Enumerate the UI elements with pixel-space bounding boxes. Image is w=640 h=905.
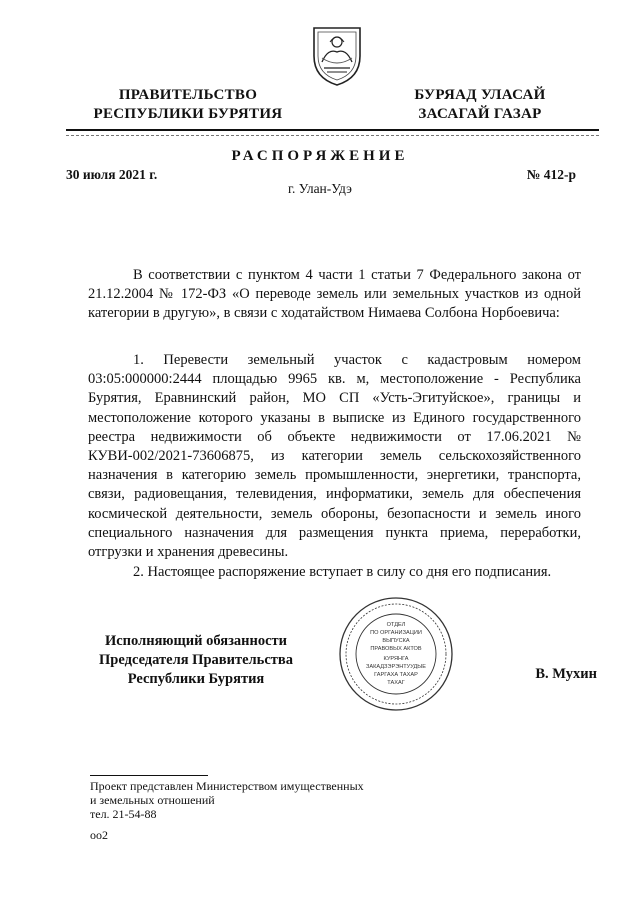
official-stamp [338,596,454,712]
stamp-line2: ПО ОРГАНИЗАЦИИ [370,630,422,636]
paragraph-preamble [88,266,581,324]
header-right-line2: ЗАСАГАЙ ГАЗАР [418,106,542,122]
stamp-line1: ОТДЕЛ [386,622,406,628]
header-left [78,86,298,124]
signer-title-line2: Председателя Правительства [99,652,293,668]
footnote-line2: и земельных отношений [90,793,215,807]
footnote [90,779,410,821]
paragraph-item-2 [88,563,581,582]
document-number: № 412-р [526,167,576,182]
footnote-rule [90,775,208,776]
signer-title [66,632,326,689]
stamp-line3: ВЫПУСКА [382,638,410,644]
header-left-line2: РЕСПУБЛИКИ БУРЯТИЯ [93,106,283,122]
stamp-line7: ГАРГАХА ТАХАР [374,672,418,678]
paragraph-item-1-text: 1. Перевести земельный участок с кадастровым номером 03:05:000000:2444 площадью 9965 кв. м, местоположение - Республика Бурятия, Еравнинский район, МО СП «Усть-Эгитуйское», границы и местоположение которого указаны в выписке из Единого государственного реестра недвижимости об объекте недвижимости от 17.06.2021 № КУВИ-002/2021-73606875, из категории земель сельскохозяйственного назначения в категорию земель промышленности, энергетики, транспорта, связи, радиовещания, телевидения, информатики, земель для обеспечения космической деятельности, земель обороны, безопасности и земель иного специального назначения для размещения пункта приема, переработки, отгрузки и хранения древесины. [88,352,581,561]
footnote-phone: тел. 21-54-88 [90,807,157,821]
stamp-line8: ТАХАГ [387,680,405,686]
header-right [390,86,570,124]
header-left-line1: ПРАВИТЕЛЬСТВО [118,87,258,103]
header-right-line1: БУРЯАД УЛАСАЙ [414,87,546,103]
paragraph-preamble-text: В соответствии с пунктом 4 части 1 статьи 7 Федерального закона от 21.12.2004 № 172-ФЗ «О переводе земель или земельных участков из одной категории в другую», в связи с ходатайством Нимаева Солбона Норбоевича: [88,267,581,322]
paragraph-item-1 [88,351,581,562]
footnote-line1: Проект представлен Министерством имущественных [90,779,364,793]
coat-of-arms-emblem [308,22,366,88]
stamp-line6: ЗАКАДЗЭРЭНТУУДЫЕ [365,664,427,670]
paragraph-item-2-text: 2. Настоящее распоряжение вступает в силу со дня его подписания. [133,564,552,580]
document-code: оо2 [90,828,108,842]
stamp-line5: КУРЯНГА [383,656,409,662]
signer-name: В. Мухин [535,666,597,682]
header-rule [66,129,599,131]
stamp-line4: ПРАВОВЫХ АКТОВ [370,646,422,652]
header-rule-dotted [66,135,599,136]
document-city: г. Улан-Удэ [288,181,352,196]
signer-title-line1: Исполняющий обязанности [104,633,288,649]
document-date: 30 июля 2021 г. [66,167,158,182]
signer-title-line3: Республики Бурятия [127,671,265,687]
document-title: РАСПОРЯЖЕНИЕ [231,148,409,164]
